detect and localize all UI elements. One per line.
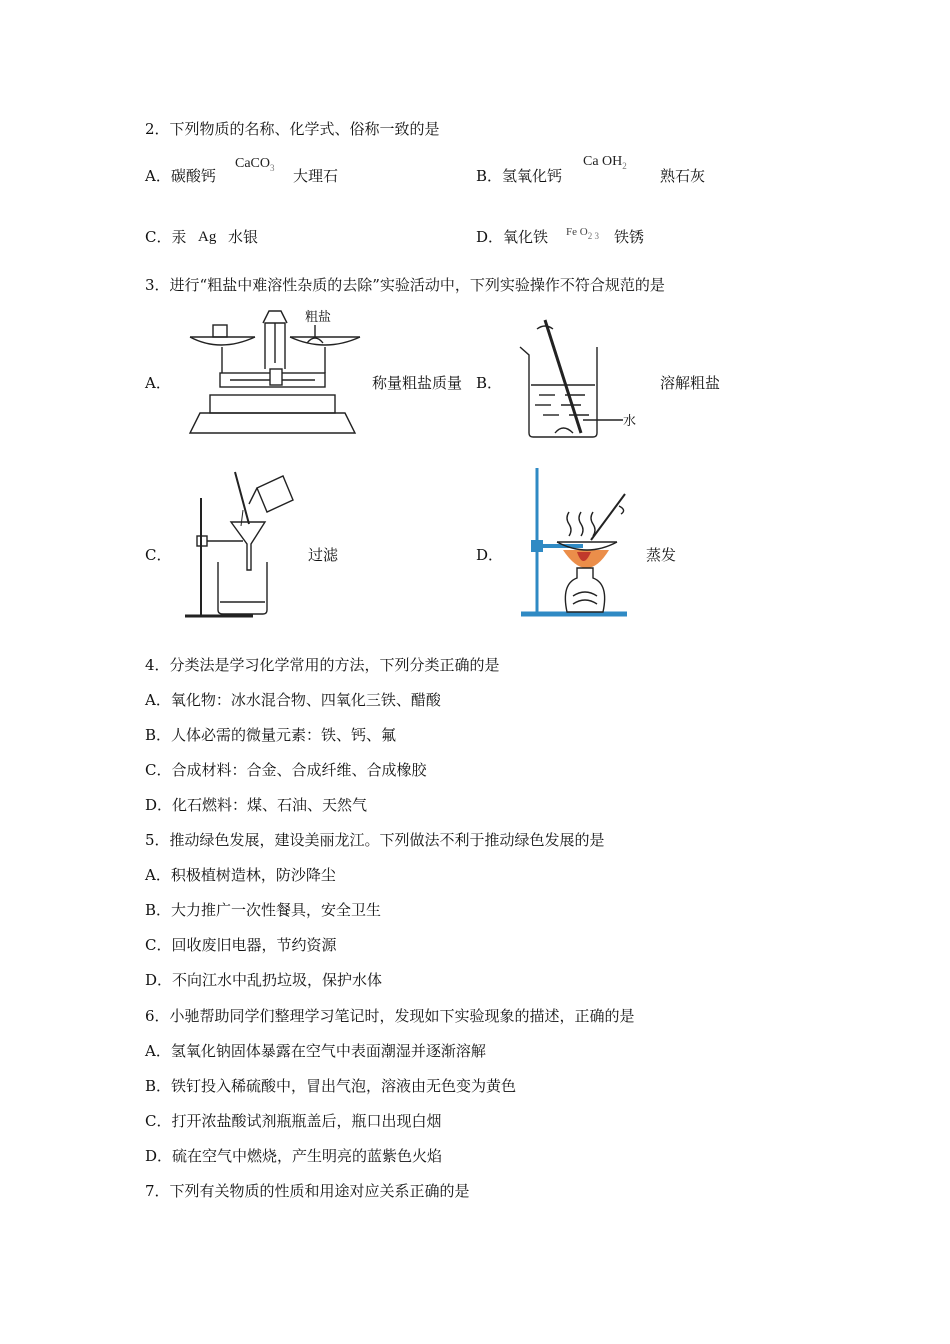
q5-option-d: D．不向江水中乱扔垃圾，保护水体 [145,971,383,989]
q3-option-d-text: 蒸发 [646,546,677,564]
q3-option-a-text: 称量粗盐质量 [372,374,463,392]
q4-option-c: C．合成材料：合金、合成纤维、合成橡胶 [145,761,427,779]
q3-option-c-label: C． [145,546,172,564]
q2-option-b-formula-sub: 2 [622,161,627,171]
q2-option-b-common: 熟石灰 [660,167,706,185]
evaporation-figure [517,466,632,621]
q3-option-b-text: 溶解粗盐 [660,374,721,392]
q6-option-a: A．氢氧化钠固体暴露在空气中表面潮湿并逐渐溶解 [145,1042,486,1060]
q2-option-c-common: 水银 [228,228,259,246]
q6-option-b: B．铁钉投入稀硫酸中，冒出气泡，溶液由无色变为黄色 [145,1077,517,1095]
q3-option-c-text: 过滤 [308,546,339,564]
q4-stem: 4．分类法是学习化学常用的方法，下列分类正确的是 [145,656,500,674]
q2-option-d-formula: Fe $O_{2 3}$ [566,226,599,241]
q5-option-c: C．回收废旧电器，节约资源 [145,936,337,954]
q2-option-b-label: B．氢氧化钙 [476,167,563,185]
q5-stem: 5．推动绿色发展，建设美丽龙江。下列做法不利于推动绿色发展的是 [145,831,605,849]
q6-stem: 6．小驰帮助同学们整理学习笔记时，发现如下实验现象的描述，正确的是 [145,1007,635,1025]
q4-option-a: A．氧化物：冰水混合物、四氧化三铁、醋酸 [145,691,441,709]
q3-option-a-label: A． [145,374,171,392]
q4-option-b: B．人体必需的微量元素：铁、钙、氟 [145,726,397,744]
q2-option-b-formula: Ca $OH_2$ [583,154,627,171]
beaker-stir-figure [515,315,650,440]
q2-option-c-label: C．汞 [145,228,187,246]
q2-option-a-formula-sub: 3 [270,163,275,173]
q6-option-d: D．硫在空气中燃烧，产生明亮的蓝紫色火焰 [145,1147,443,1165]
coarse-salt-label: 粗盐 [305,310,332,325]
q2-option-c-formula: Ag [198,229,217,245]
filtration-figure [183,470,298,620]
q2-option-d-formula-sub: 2 3 [587,231,599,241]
q4-option-d: D．化石燃料：煤、石油、天然气 [145,796,368,814]
q2-option-d-common: 铁锈 [614,228,645,246]
q2-stem: 2．下列物质的名称、化学式、俗称一致的是 [145,120,440,138]
q3-option-b-label: B． [476,374,503,392]
q2-option-a-label: A．碳酸钙 [145,167,216,185]
q2-option-a-formula: CaCO$_3$ [235,156,275,173]
q5-option-b: B．大力推广一次性餐具，安全卫生 [145,901,382,919]
q2-option-d-label: D．氧化铁 [476,228,549,246]
q7-stem: 7．下列有关物质的性质和用途对应关系正确的是 [145,1182,470,1200]
q2-option-a-common: 大理石 [293,167,339,185]
q3-stem: 3．进行“粗盐中难溶性杂质的去除”实验活动中，下列实验操作不符合规范的是 [145,276,665,294]
balance-figure [185,303,360,438]
q5-option-a: A．积极植树造林，防沙降尘 [145,866,336,884]
q6-option-c: C．打开浓盐酸试剂瓶瓶盖后，瓶口出现白烟 [145,1112,442,1130]
water-label: 水 [623,414,637,429]
q3-option-d-label: D． [476,546,504,564]
